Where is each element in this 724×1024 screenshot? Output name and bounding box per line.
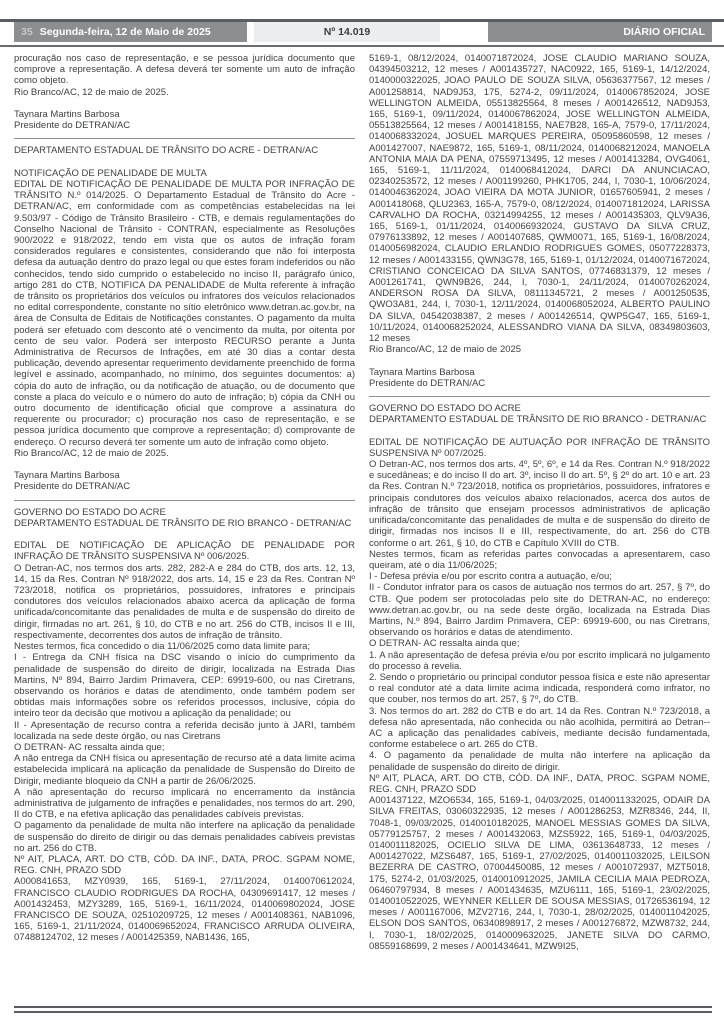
section-heading: GOVERNO DO ESTADO DO ACRE xyxy=(369,403,521,415)
page-header xyxy=(0,22,724,42)
page-number: 35 xyxy=(21,26,33,38)
signature-name: Taynara Martins Barbosa xyxy=(369,366,475,378)
section-divider xyxy=(369,396,710,397)
paragraph: 2. Sendo o proprietário ou principal condutor pessoa física e este não apresentar o real condutor até a data limite acima indicada, responderá como infrator, no que couber, nos termos do art. 257, § 7º, do CTB. xyxy=(369,671,710,706)
paragraph: II - Apresentação de recurso contra a referida decisão junto à JARI, também localizada na sede deste órgão, ou nas Ciretrans xyxy=(14,719,355,742)
header-date: Segunda-feira, 12 de Maio de 2025 xyxy=(39,26,211,38)
listing-header: Nº AIT, PLACA, ART. DO CTB, CÓD. DA INF., DATA, PROC. SGPAM NOME, REG. CNH, PRAZO SDD xyxy=(369,772,710,795)
paragraph: O pagamento da penalidade de multa não interfere na aplicação da penalidade de suspensão do direito de dirigir ou das demais penalidades cabíveis previstas no art. 256 do CTB. xyxy=(14,820,355,854)
paragraph: I - Entrega da CNH física na DSC visando o início do cumprimento da penalidade de suspensão do direito de dirigir, localizada na Estrada Dias Martins, Nº 894, Bairro Jardim Primavera, CEP: 69919-600, ou nas Ciretrans, observando os horários e datas de atendimento, onde também podem ser obtidas mais informações sobre os referidos processos, inclusive, cópia do inteiro teor da decisão que motivou a aplicação da penalidade; ou xyxy=(14,652,355,720)
listing-header: Nº AIT, PLACA, ART. DO CTB, CÓD. DA INF., DATA, PROC. SGPAM NOME, REG. CNH, PRAZO SDD xyxy=(14,853,355,877)
paragraph: 4. O pagamento da penalidade de multa não interfere na aplicação da penalidade de suspensão do direito de dirigir. xyxy=(369,750,710,773)
records-listing: A000841653, MZY0939, 165, 5169-1, 27/11/2024, 0140070612024, FRANCISCO CLAUDIO RODRIGUES DA ROCHA, 04309691417, 12 meses / A001432453, MZY3289, 165, 5169-1, 16/11/2024, 0140069802024, JOSE FRANCISCO DE SOUZA, 02510209725, 12 meses / A001408361, NAB1096, 165, 5169-1, 21/11/2024, 0140069652024, FRANCISCO ARRUDA OLIVEIRA, 07488124702, 12 meses / A001425359, NAB1436, 165, xyxy=(14,876,355,944)
section-heading: DEPARTAMENTO ESTADUAL DE TRÂNSITO DO ACRE - DETRAN/AC xyxy=(14,145,319,157)
dateline: Rio Branco/AC, 12 de maio de 2025. xyxy=(14,447,169,459)
section-heading: DEPARTAMENTO ESTADUAL DE TRÂNSITO DE RIO BRANCO - DETRAN/AC xyxy=(369,414,707,426)
paragraph: EDITAL DE NOTIFICAÇÃO DE PENALIDADE DE MULTA POR INFRAÇÃO DE TRÂNSITO N.º 014/2025. O Departamento Estadual de Trânsito do Acre - DETRAN/AC, em conformidade com as competências estabelecidas na lei 9.503/97 - Código de Trânsito Brasileiro - CTB, e demais regulamentações do Conselho Nacional de Trânsito - CONTRAN, especialmente as Resoluções 900/2022 e 918/2022, tendo em vista que os autos de infração foram considerados regulares e consistentes, considerando que não foi interposta defesa da autuação dentro do prazo legal ou que estes foram indeferidos ou não conhecidos, tendo sido cumprido o estabelecido no inciso II, parágrafo único, artigo 281 do CTB, NOTIFICA DA PENALIDADE de Multa referente à infração de trânsito os proprietários dos veículos ou infratores dos veículos relacionados no edital correspondente, constante no sítio eletrônico www.detran.ac.gov.br, na área de Consulta de Editais de Notificações constantes. O pagamento da multa poderá ser efetuado com desconto até o vencimento da multa, por oitenta por cento de seu valor. Poderá ser interposto RECURSO perante a Junta Administrativa de Recursos de Infrações, em até 30 dias a contar desta publicação, devendo apresentar requerimento devidamente preenchido de forma legível e assinado, acompanhado, no mínimo, dos seguintes documentos: a) cópia do auto de infração, ou da notificação de atuação, ou de documento que conste a placa do veículo e o número do auto de infração; b) cópia da CNH ou outro documento de identificação oficial que comprove a assinatura do requerente ou procurador; c) procuração nos caso de representação, e se pessoa jurídica documento que comprove a representação; d) comprovante de endereço. O recurso deverá ter somente um auto de infração como objeto. xyxy=(14,179,355,448)
paragraph: O Detran-AC, nos termos dos arts. 282, 282-A e 284 do CTB, dos arts. 12, 13, 14, 15 da Res. Contran Nº 918/2022, dos arts. 14, 15 e 23 da Res. Contran Nº 723/2018, notifica os proprietários, possuidores, infratores e principais condutores dos veículos relacionados abaixo acerca da aplicação de forma unificada/concomitante das penalidades de multa e de suspensão do direito de dirigir, firmadas no art. 261, § 10, do CTB e no art. 256 do CTB, incisos II e III, respectivamente, decorrentes dos autos de infração de trânsito. xyxy=(14,562,355,641)
signature-name: Taynara Martins Barbosa xyxy=(14,109,120,120)
blank-line xyxy=(14,459,355,470)
signature-title: Presidente do DETRAN/AC xyxy=(14,120,131,132)
section-divider xyxy=(14,500,355,501)
paragraph: O Detran-AC, nos termos dos arts. 4º, 5º, 6º, e 14 da Res. Contran N.º 918/2022 e sucedâneas; e do inciso II do art. 3º, inciso II do art. 5º, § 2º do art. 10 e art. 23 da Res. Contran N.º 723/2018, notifica os proprietários, possuidores, infratores e principais condutores dos veículos abaixo relacionados, acerca dos autos de infração de trânsito que ensejam processos administrativos de aplicação unificada/concomitante das penalidades de multa e de suspensão do direito de dirigir, firmadas nos incisos II e III, respectivamente, do art. 256 do CTB conforme o art. 261, § 10, do CTB e Capítulo XVIII do CTB. xyxy=(369,459,710,549)
page-bottom-rule xyxy=(14,1006,712,1013)
header-date-box xyxy=(14,22,247,42)
blank-line xyxy=(369,355,710,366)
paragraph: Nestes termos, fica concedido o dia 11/06/2025 como data limite para; xyxy=(14,641,311,653)
section-heading: EDITAL DE NOTIFICAÇÃO DE APLICAÇÃO DE PENALIDADE POR INFRAÇÃO DE TRÂNSITO SUSPENSIVA Nº 006/2025. xyxy=(14,540,355,563)
header-edition-box xyxy=(254,22,440,42)
left-column xyxy=(14,53,355,952)
paragraph: 3. Nos termos do art. 282 do CTB e do art. 14 da Res. Contran N.º 723/2018, a defesa não apresentada, não conhecida ou não acolhida, permitirá ao Detran--AC a aplicação das penalidades cabíveis, mediante decisão fundamentada, conforme estabelece o art. 265 do CTB. xyxy=(369,705,710,751)
publication-title: DIÁRIO OFICIAL xyxy=(623,26,705,38)
right-column xyxy=(369,53,710,952)
section-heading: GOVERNO DO ESTADO DO ACRE xyxy=(14,506,166,518)
signature-title: Presidente do DETRAN/AC xyxy=(369,377,486,389)
section-heading: DEPARTAMENTO ESTADUAL DE TRÂNSITO DE RIO BRANCO - DETRAN/AC xyxy=(14,517,352,529)
paragraph: Nestes termos, ficam as referidas partes convocadas a apresentarem, caso queiram, até o dia 11/06/2025; xyxy=(369,548,710,571)
signature-name: Taynara Martins Barbosa xyxy=(14,470,120,482)
section-heading: EDITAL DE NOTIFICAÇÃO DE AUTUAÇÃO POR INFRAÇÃO DE TRÂNSITO SUSPENSIVA Nº 007/2025. xyxy=(369,436,710,459)
section-heading: NOTIFICAÇÃO DE PENALIDADE DE MULTA xyxy=(14,167,207,179)
paragraph: A não entrega da CNH física ou apresentação de recurso até a data limite acima estabelecida implicará na aplicação da penalidade de Suspensão do Direito de Dirigir, mediante bloqueio da CNH a partir de 26/06/2025. xyxy=(14,753,355,787)
blank-line xyxy=(369,425,710,436)
blank-line xyxy=(14,98,355,109)
records-listing: A001437122, MZO6534, 165, 5169-1, 04/03/2025, 0140011332025, ODAIR DA SILVA FREITAS, 03060322935, 12 meses / A001286253, MZR8346, 244, II, 7048-1, 09/03/2025, 0140010182025, MANOEL MESSIAS GOMES DA SILVA, 05779125757, 2 meses / A001432063, MZS5922, 165, 5169-1, 04/03/2025, 0140011182025, OCIELIO SILVA DE LIMA, 03613648733, 12 meses / A001427022, MZS6487, 165, 5169-1, 27/02/2025, 0140011032025, LEILSON BEZERRA DE CASTRO, 07004450085, 12 meses / A001072937, MZT5018, 175, 5274-2, 01/03/2025, 0140010912025, JAMILA CECILIA MAIA PEDROZA, 06460797934, 8 meses / A001434635, MZU6111, 165, 5169-1, 23/02/2025, 0140010522025, WEYNNER KELLER DE SOUSA MESSIAS, 01726536194, 12 meses / A001167006, MZV2716, 244, I, 7030-1, 28/02/2025, 0140011042025, ELSON DOS SANTOS, 06340898917, 2 meses / A001276872, MZW8732, 244, I, 7030-1, 18/02/2025, 0140009632025, JANETE SILVA DO CARMO, 08559168699, 2 meses / A001434641, MZW9I25, xyxy=(369,795,710,952)
header-publication-box xyxy=(488,22,712,42)
records-listing: 5169-1, 08/12/2024, 0140071872024, JOSE CLAUDIO MARIANO SOUZA, 04394503212, 12 meses / A001435727, NAC0922, 165, 5169-1, 14/12/2024, 0140000322025, JOAO PAULO DE SOUZA SILVA, 05636377567, 12 meses / A001258814, NAD9J53, 175, 5274-2, 09/11/2024, 0140067852024, JOSE WELLINGTON ALMEIDA, 05513825564, 8 meses / A001426512, NAD9J53, 165, 5169-1, 09/11/2024, 0140067862024, JOSE WELLINGTON ALMEIDA, 05513825564, 12 meses / A001418155, NAE7B28, 165-A, 7579-0, 17/11/2024, 0140068332024, JOSUEL MARQUES PEREIRA, 05095860598, 12 meses / A001427007, NAE9872, 165, 5169-1, 08/11/2024, 0140068212024, MANOELA ANTONIA MAIA DA PENA, 07559713495, 12 meses / A001413284, OVG4061, 165, 5169-1, 11/11/2024, 0140068412024, DARCI DA ANUNCIACAO, 02340253572, 12 meses / A001199260, PHK1705, 244, I, 7030-1, 10/06/2024, 0140046362024, JOAO VIEIRA DA MOTA JUNIOR, 01657605941, 2 meses / A001418068, QLU2363, 165-A, 7579-0, 08/12/2024, 0140071812024, LARISSA CARVALHO DA ROCHA, 03214994255, 12 meses / A001435303, QLV9A36, 165, 5169-1, 01/11/2024, 0140066932024, GUSTAVO DA SILVA CRUZ, 07976133892, 12 meses / A001407685, QWM0071, 165, 5169-1, 16/08/2024, 0140056982024, CLAUDIO ERLANDIO RODRIGUES GOMES, 05077228373, 12 meses / A001433155, QWN3G78, 165, 5169-1, 01/12/2024, 0140071672024, CRISTIANO CONCEICAO DA SILVA SANTOS, 07746831379, 12 meses / A001261741, QWN9B26, 244, I, 7030-1, 24/11/2024, 0140070262024, ANDERSON ROSA DA SILVA, 08111345721, 2 meses / A001250535, QWO3A81, 244, I, 7030-1, 12/11/2024, 0140068052024, ALBERTO PAULINO DA SILVA, 04542038387, 2 meses / A001426514, QWP5G47, 165, 5169-1, 10/11/2024, 0140068252024, ALESSANDRO VIANA DA SILVA, 08349803603, 12 meses xyxy=(369,53,710,345)
dateline: Rio Branco/AC, 12 de maio de 2025 xyxy=(369,344,522,356)
paragraph: A não apresentação do recurso implicará no encerramento da instância administrativa de julgamento de infrações e penalidades, nos termos do art. 290, II do CTB, e na efetiva aplicação das penalidades cabíveis previstas. xyxy=(14,786,355,821)
edition-number: Nº 14.019 xyxy=(323,26,371,38)
blank-line xyxy=(14,529,355,540)
paragraph: II - Condutor infrator para os casos de autuação nos termos do art. 257, § 7º, do CTB. Que podem ser protocoladas pelo site do DETRAN-AC, no endereço: www.detran.ac.gov.br, ou na sede deste órgão, localizada na Estrada Dias Martins, N.º 894, Bairro Jardim Primavera, CEP: 69919-600, ou nas Ciretrans, observando os horários e datas de atendimento. xyxy=(369,582,710,639)
paragraph: procuração nos caso de representação, e se pessoa jurídica documento que comprove a representação. A defesa deverá ter somente um auto de infração como objeto. xyxy=(14,53,355,87)
paragraph: O DETRAN- AC ressalta ainda que; xyxy=(369,638,520,650)
paragraph: I - Defesa prévia e/ou por escrito contra a autuação, e/ou; xyxy=(369,571,612,583)
blank-line xyxy=(14,157,355,168)
section-divider xyxy=(14,138,355,139)
paragraph: O DETRAN- AC ressalta ainda que; xyxy=(14,741,165,753)
dateline: Rio Branco/AC, 12 de maio de 2025. xyxy=(14,86,169,98)
document-body xyxy=(14,53,710,952)
signature-title: Presidente do DETRAN/AC xyxy=(14,481,131,493)
header-bottom-rule xyxy=(0,45,724,47)
paragraph: 1. A não apresentação de defesa prévia e/ou por escrito implicará no julgamento do processo à revelia. xyxy=(369,649,710,672)
